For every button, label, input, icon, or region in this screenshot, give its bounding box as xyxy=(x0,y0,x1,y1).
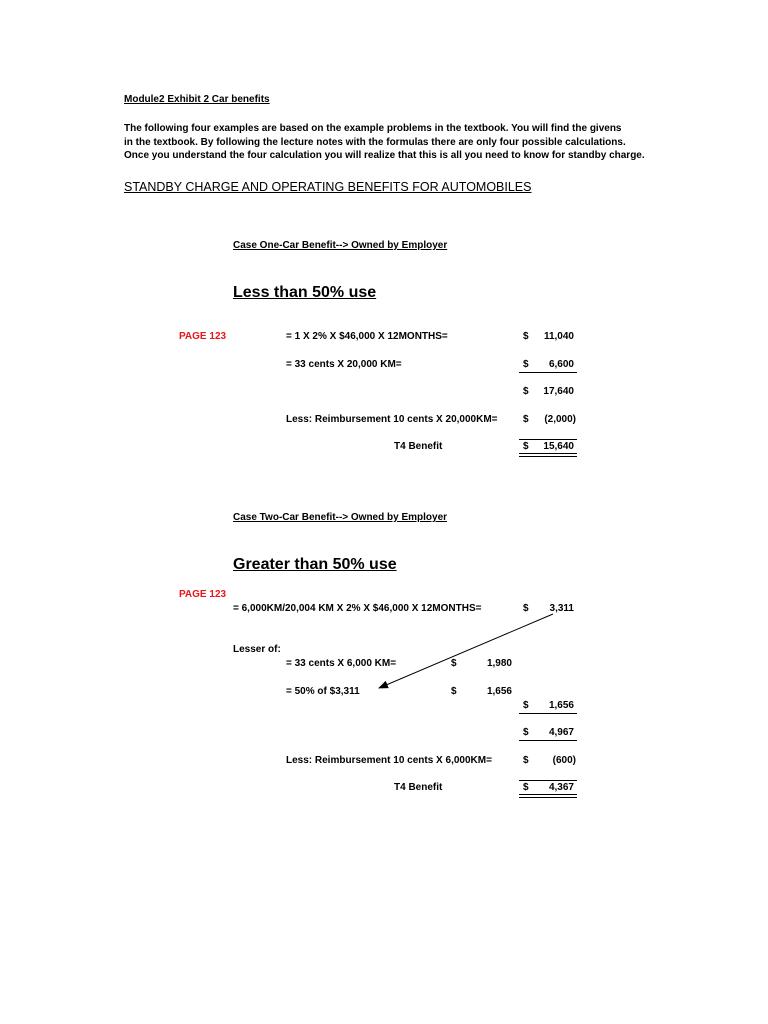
case2-opt1-label: = 33 cents X 6,000 KM= xyxy=(286,658,397,669)
case1-page-ref: PAGE 123 xyxy=(179,331,227,342)
case1-line2-label: = 33 cents X 20,000 KM= xyxy=(286,359,402,370)
case2-less-amount: (600) xyxy=(552,755,576,766)
main-heading: STANDBY CHARGE AND OPERATING BENEFITS FOR AUTOMOBILES xyxy=(124,180,532,194)
case2-page-ref: PAGE 123 xyxy=(179,589,227,600)
case2-subtotal-amount: 4,967 xyxy=(548,727,574,738)
case1-heading: Less than 50% use xyxy=(233,284,377,301)
case1-subtotal-amount: 17,640 xyxy=(543,386,574,397)
case2-lesser-of: Lesser of: xyxy=(233,644,281,655)
case2-benefit-amount: 4,367 xyxy=(548,782,574,793)
case2-less-label: Less: Reimbursement 10 cents X 6,000KM= xyxy=(286,755,492,766)
case2-opt1-amount: 1,980 xyxy=(486,658,512,669)
case2-opt2-amount: 1,656 xyxy=(486,686,512,697)
intro-line: Once you understand the four calculation you will realize that this is all you need to know for standby charge. xyxy=(124,150,645,161)
case1-line1-currency: $ xyxy=(523,331,529,342)
case1-less-amount: (2,000) xyxy=(544,414,576,425)
case1-benefit-label: T4 Benefit xyxy=(394,441,443,452)
case1-line1-amount: 11,040 xyxy=(543,331,574,342)
case1-line2-currency: $ xyxy=(523,359,529,370)
case2-title: Case Two-Car Benefit--> Owned by Employer xyxy=(233,512,448,523)
case2-subtotal-currency: $ xyxy=(523,727,529,738)
case1-line1-label: = 1 X 2% X $46,000 X 12MONTHS= xyxy=(286,331,448,342)
intro-line: in the textbook. By following the lecture notes with the formulas there are only four possible calculations. xyxy=(124,136,626,148)
case1-less-currency: $ xyxy=(523,414,529,425)
case2-benefit-currency: $ xyxy=(523,782,529,793)
case2-opt1-currency: $ xyxy=(451,658,457,669)
case2-line1-label: = 6,000KM/20,004 KM X 2% X $46,000 X 12MONTHS= xyxy=(233,603,482,614)
case2-line1-amount: 3,311 xyxy=(549,603,574,614)
case2-chosen-currency: $ xyxy=(523,700,529,711)
case1-benefit-currency: $ xyxy=(523,441,529,452)
case2-opt2-currency: $ xyxy=(451,686,457,697)
case1-subtotal-currency: $ xyxy=(523,386,529,397)
case2-opt2-label: = 50% of $3,311 xyxy=(286,686,360,697)
case1-title: Case One-Car Benefit--> Owned by Employer xyxy=(233,240,448,251)
case2-line1-currency: $ xyxy=(523,603,529,614)
case1-benefit-amount: 15,640 xyxy=(543,441,574,452)
case2-less-currency: $ xyxy=(523,755,529,766)
document-title: Module2 Exhibit 2 Car benefits xyxy=(124,94,270,105)
case2-benefit-label: T4 Benefit xyxy=(394,782,443,793)
case1-less-label: Less: Reimbursement 10 cents X 20,000KM= xyxy=(286,414,498,425)
case2-heading: Greater than 50% use xyxy=(233,556,397,573)
intro-line: The following four examples are based on the example problems in the textbook. You will find the givens xyxy=(124,123,622,134)
case2-chosen-amount: 1,656 xyxy=(548,700,574,711)
case1-line2-amount: 6,600 xyxy=(548,359,574,370)
